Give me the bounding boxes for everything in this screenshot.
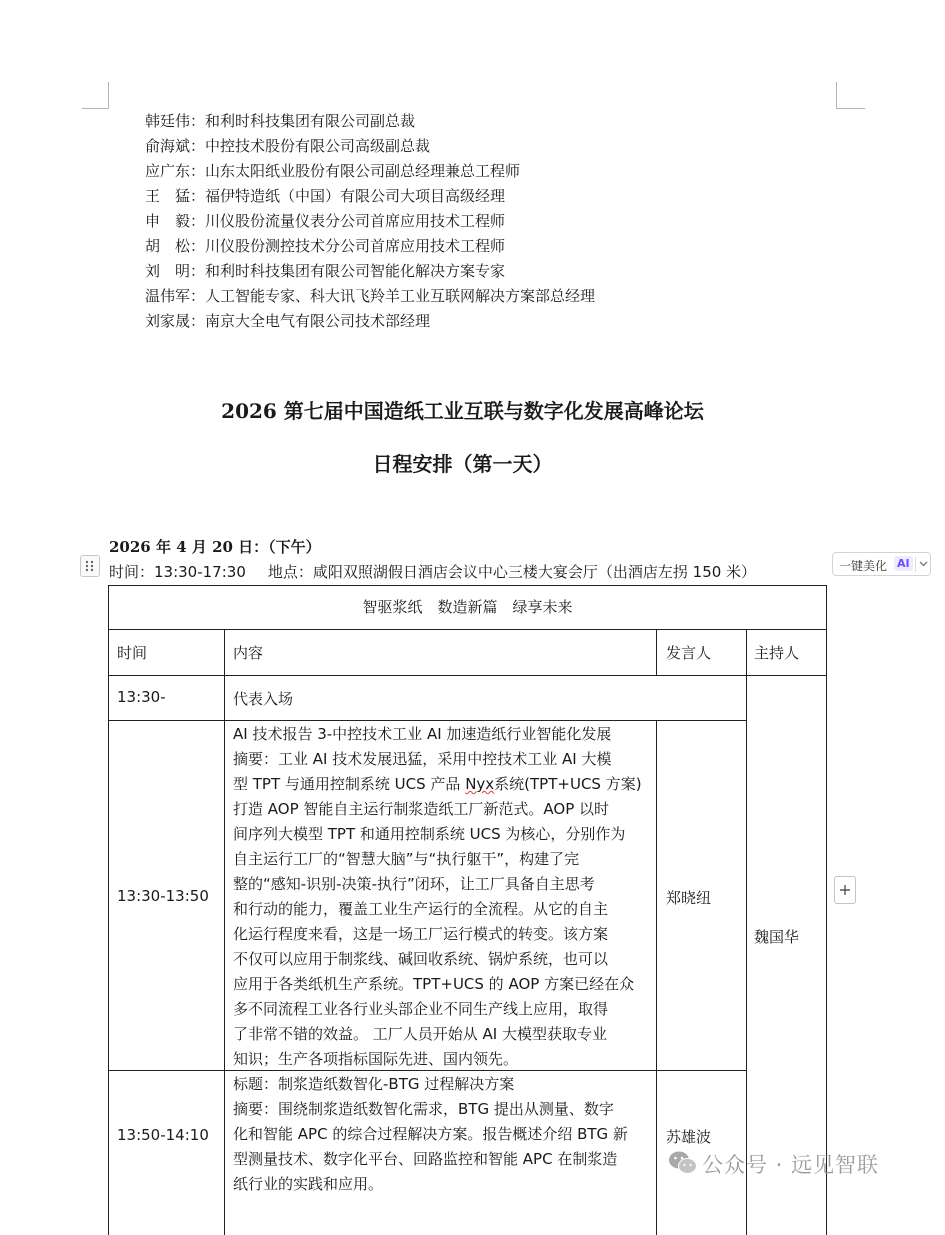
- table-drag-handle[interactable]: [80, 555, 100, 577]
- spellcheck-word: Nyx: [465, 775, 495, 793]
- wechat-icon: [668, 1150, 698, 1176]
- beautify-separator: [915, 557, 916, 572]
- forum-title: 2026 第七届中国造纸工业互联与数字化发展高峰论坛: [221, 399, 704, 423]
- watermark-text: 公众号 · 远见智联: [702, 1153, 880, 1177]
- row-content: 标题：制浆造纸数智化-BTG 过程解决方案 摘要：围绕制浆造纸数智化需求，BTG 提出从测量、数字 化和智能 APC 的综合过程解决方案。报告概述介绍 BTG 新 型测量技术、数字化平台、回路监控和智能 APC 在制浆造 纸行业的实践和应用。: [233, 1075, 628, 1193]
- speaker-entry: 温伟军：人工智能专家、科大讯飞羚羊工业互联网解决方案部总经理: [145, 287, 596, 305]
- drag-dots-icon: [85, 560, 95, 572]
- speaker-entry: 刘 明：和利时科技集团有限公司智能化解决方案专家: [145, 262, 506, 280]
- row-time: 13:30-13:50: [117, 887, 209, 905]
- header-time: 时间: [117, 644, 148, 662]
- header-speaker: 发言人: [666, 644, 712, 662]
- beautify-label: 一键美化: [839, 559, 888, 573]
- table-banner: 智驱浆纸 数造新篇 绿享未来: [362, 598, 573, 616]
- one-click-beautify-button[interactable]: [832, 552, 931, 576]
- speaker-entry: 俞海斌：中控技术股份有限公司高级副总裁: [145, 137, 431, 155]
- session-date: 2026 年 4 月 20 日：（下午）: [109, 538, 321, 556]
- speaker-list: [145, 109, 595, 334]
- header-host: 主持人: [754, 644, 800, 662]
- row-speaker: 郑晓纽: [666, 889, 712, 907]
- header-content: 内容: [233, 644, 264, 662]
- speaker-entry: 应广东：山东太阳纸业股份有限公司副总经理兼总工程师: [145, 162, 521, 180]
- speaker-entry: 申 毅：川仪股份流量仪表分公司首席应用技术工程师: [145, 212, 506, 230]
- speaker-entry: 王 猛：福伊特造纸（中国）有限公司大项目高级经理: [145, 187, 506, 205]
- row-time: 13:30-: [117, 688, 166, 706]
- row-speaker: 苏雄波: [666, 1128, 712, 1146]
- page-corner-mark-left: [82, 82, 109, 109]
- row-content: 代表入场: [233, 690, 294, 708]
- speaker-entry: 刘家晟：南京大全电气有限公司技术部经理: [145, 312, 431, 330]
- session-time-location: [109, 561, 756, 582]
- schedule-title: 日程安排（第一天）: [372, 452, 553, 476]
- chevron-down-icon[interactable]: [919, 561, 928, 567]
- add-row-button[interactable]: [834, 876, 856, 904]
- plus-icon: [839, 884, 851, 896]
- session-time: 时间：13:30-17:30: [109, 563, 246, 581]
- speaker-entry: 胡 松：川仪股份测控技术分公司首席应用技术工程师: [145, 237, 506, 255]
- host-name: 魏国华: [754, 928, 800, 946]
- schedule-table: [108, 585, 827, 1235]
- ai-badge: AI: [894, 556, 913, 571]
- row-time: 13:50-14:10: [117, 1126, 209, 1144]
- row-content: AI 技术报告 3-中控技术工业 AI 加速造纸行业智能化发展 摘要：工业 AI 技术发展迅猛，采用中控技术工业 AI 大模 型 TPT 与通用控制系统 UCS 产品 Nyx系统(TPT+UCS 方案) 打造 AOP 智能自主运行制浆造纸工厂新范式。AOP 以时 间序列大模型 TPT 和通用控制系统 UCS 为核心，分别作为 自主运行工厂的“智慧大脑”与“执行躯干”，构建了完 整的“感知-识别-决策-执行”闭环，让工厂具备自主思考 和行动的能力，覆盖工业生产运行的全流程。从它的自主 化运行程度来看，这是一场工厂运行模式的转变。该方案 不仅可以应用于制浆线、碱回收系统、锅炉系统，也可以 应用于各类纸机生产系统。TPT+UCS 的 AOP 方案已经在众 多不同流程工业各行业头部企业不同生产线上应用，取得 了非常不错的效益。 工厂人员开始从 AI 大模型获取专业 知识；生产各项指标国际先进、国内领先。: [233, 725, 642, 1068]
- page-corner-mark-right: [836, 82, 865, 109]
- session-location: 地点：咸阳双照湖假日酒店会议中心三楼大宴会厅（出酒店左拐 150 米）: [267, 563, 757, 581]
- speaker-entry: 韩廷伟：和利时科技集团有限公司副总裁: [145, 112, 416, 130]
